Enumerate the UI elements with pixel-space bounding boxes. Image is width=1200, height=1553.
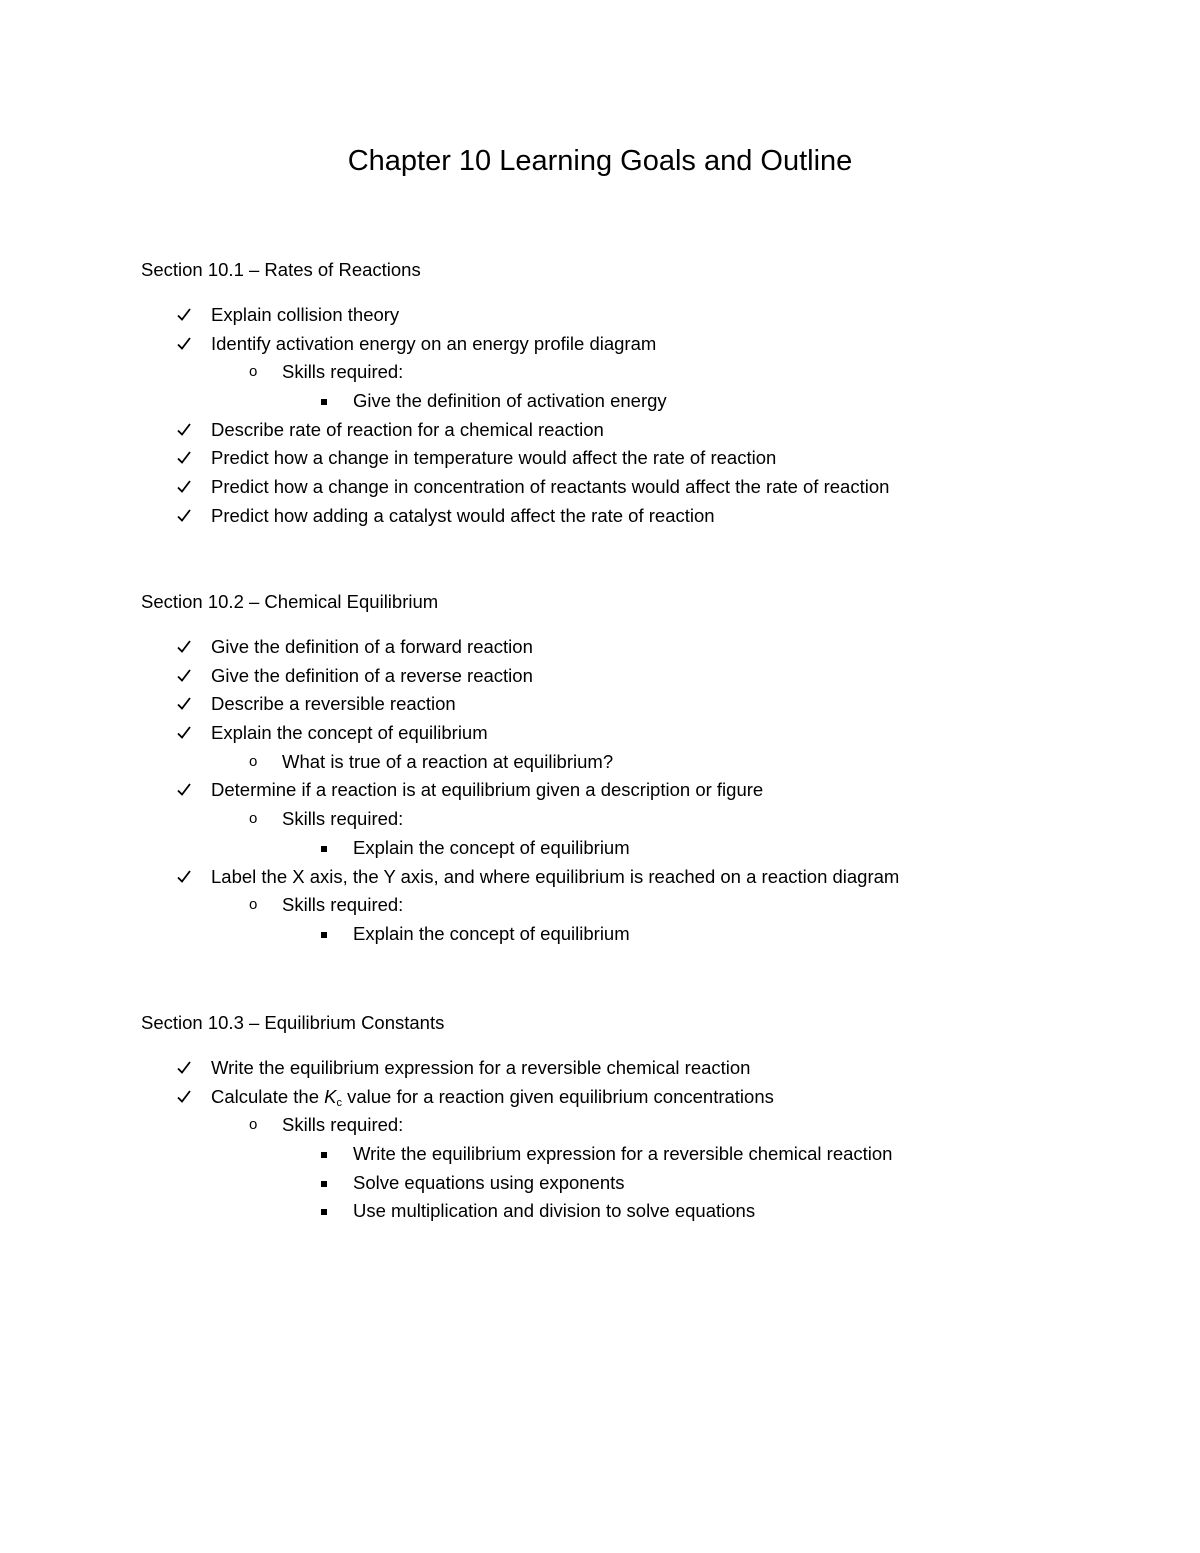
list-item [141,1140,1141,1169]
list-item [141,387,1141,416]
square-bullet-icon [319,1169,329,1187]
checkmark-icon [177,502,195,522]
kc-symbol: K [324,1085,337,1107]
list-item [141,301,1141,330]
checkmark-icon [177,690,195,710]
list-item [141,330,1141,359]
page-title: Chapter 10 Learning Goals and Outline [347,145,853,177]
item-text: What is true of a reaction at equilibrium? [282,750,614,772]
section-10-1 [141,257,1141,531]
checkmark-icon [177,662,195,682]
list-item [141,1083,1141,1112]
checkmark-icon [177,330,195,350]
list-item [141,1197,1141,1226]
goal-list [141,633,1141,949]
circle-bullet-icon: o [249,896,258,914]
list-item [141,473,1141,502]
goal-list [141,301,1141,531]
item-text: Describe rate of reaction for a chemical reaction [211,418,604,440]
square-bullet-icon [319,387,329,405]
checkmark-icon [177,416,195,436]
section-10-2 [141,589,1141,949]
list-item [141,1054,1141,1083]
list-item [141,358,1141,387]
item-text: Solve equations using exponents [353,1171,625,1193]
item-text: Use multiplication and division to solve equations [353,1200,756,1222]
list-item [141,690,1141,719]
list-item [141,776,1141,805]
item-text: Describe a reversible reaction [211,693,456,715]
list-item [141,748,1141,777]
item-text: Predict how a change in concentration of reactants would affect the rate of reaction [211,476,890,498]
list-item [141,805,1141,834]
checkmark-icon [177,1083,195,1103]
list-item [141,1169,1141,1198]
checkmark-icon [177,863,195,883]
checkmark-icon [177,1054,195,1074]
list-item [141,863,1141,892]
checkmark-icon [177,633,195,653]
item-text-after: value for a reaction given equilibrium concentrations [341,1085,774,1107]
section-10-3 [141,1010,1141,1226]
checkmark-icon [177,473,195,493]
item-text: Give the definition of a reverse reaction [211,664,533,686]
item-text: Give the definition of a forward reaction [211,636,533,657]
item-text: Identify activation energy on an energy profile diagram [211,332,657,354]
list-item [141,444,1141,473]
square-bullet-icon [319,834,329,852]
circle-bullet-icon: o [249,810,258,828]
item-text: Determine if a reaction is at equilibrium given a description or figure [211,779,764,801]
item-text: Skills required: [282,894,404,916]
list-item [141,416,1141,445]
square-bullet-icon [319,920,329,938]
kc-subscript: c [336,1096,342,1109]
item-text: Give the definition of activation energy [353,390,667,412]
item-text: Explain the concept of equilibrium [353,922,630,944]
list-item [141,719,1141,748]
item-text: Write the equilibrium expression for a reversible chemical reaction [211,1057,751,1078]
item-text: Explain the concept of equilibrium [211,722,488,744]
item-text: Predict how adding a catalyst would affect the rate of reaction [211,504,715,526]
goal-list [141,1054,1141,1226]
list-item [141,891,1141,920]
circle-bullet-icon: o [249,752,258,770]
square-bullet-icon [319,1140,329,1158]
item-text: Predict how a change in temperature would affect the rate of reaction [211,447,777,469]
circle-bullet-icon: o [249,363,258,381]
checkmark-icon [177,301,195,321]
item-text: Label the X axis, the Y axis, and where equilibrium is reached on a reaction diagram [211,865,900,887]
list-item [141,834,1141,863]
circle-bullet-icon: o [249,1116,258,1134]
checkmark-icon [177,776,195,796]
item-text: Explain collision theory [211,304,400,325]
section-heading: Section 10.3 – Equilibrium Constants [141,1012,445,1033]
checkmark-icon [177,444,195,464]
checkmark-icon [177,719,195,739]
square-bullet-icon [319,1197,329,1215]
list-item [141,662,1141,691]
list-item [141,502,1141,531]
item-text: Skills required: [282,1114,404,1136]
item-text: Skills required: [282,808,404,830]
section-heading: Section 10.1 – Rates of Reactions [141,259,421,280]
list-item [141,920,1141,949]
list-item [141,1111,1141,1140]
item-text: Skills required: [282,361,404,383]
list-item [141,633,1141,662]
item-text-before: Calculate the [211,1085,325,1107]
item-text: Write the equilibrium expression for a reversible chemical reaction [353,1143,893,1165]
section-heading: Section 10.2 – Chemical Equilibrium [141,591,439,612]
item-text: Explain the concept of equilibrium [353,836,630,858]
